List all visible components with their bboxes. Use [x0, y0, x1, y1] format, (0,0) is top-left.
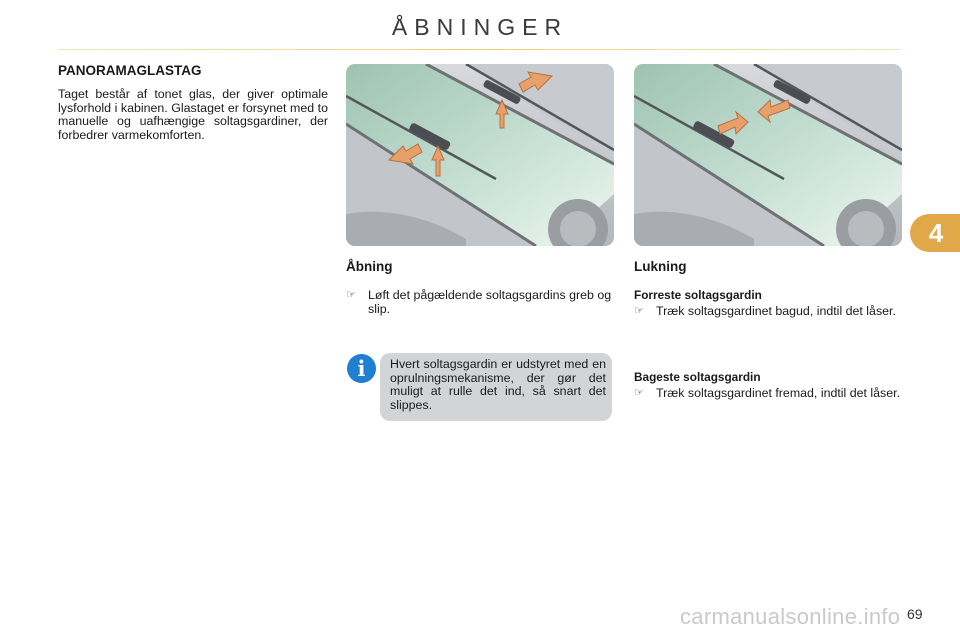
watermark: carmanualsonline.info — [680, 604, 901, 629]
sunroof-opening-illustration — [346, 64, 614, 246]
front-blind-instruction — [634, 305, 904, 319]
section-heading: PANORAMAGLASTAG — [58, 63, 202, 78]
closing-heading: Lukning — [634, 259, 687, 274]
page-number: 69 — [907, 606, 923, 622]
chapter-tab: 4 — [910, 214, 960, 252]
front-blind-instruction-text: Træk soltagsgardinet bagud, indtil det låser. — [656, 304, 896, 318]
pointing-hand-icon: ☞ — [634, 387, 644, 399]
opening-instruction — [346, 289, 616, 316]
front-blind-label: Forreste soltagsgardin — [634, 288, 762, 302]
sunroof-closing-illustration — [634, 64, 902, 246]
opening-instruction-text: Løft det pågældende soltagsgardins greb og slip. — [368, 288, 612, 316]
info-box — [380, 353, 612, 421]
page-title: ÅBNINGER — [391, 14, 569, 40]
rear-blind-label: Bageste soltagsgardin — [634, 370, 761, 384]
title-rule — [58, 49, 900, 50]
info-icon: i — [347, 354, 376, 383]
intro-paragraph: Taget består af tonet glas, der giver optimale lysforhold i kabinen. Glastaget er forsynet med to manuelle og uafhængige soltagsgardiner, der forbedrer varmekomforten. — [58, 87, 328, 142]
opening-heading: Åbning — [346, 259, 393, 274]
pointing-hand-icon: ☞ — [346, 289, 356, 301]
pointing-hand-icon: ☞ — [634, 305, 644, 317]
info-text: Hvert soltagsgardin er udstyret med en oprulningsmekanisme, der gør det muligt at rulle det ind, så snart det slippes. — [390, 357, 606, 412]
rear-blind-instruction-text: Træk soltagsgardinet fremad, indtil det låser. — [656, 386, 901, 400]
rear-blind-instruction — [634, 387, 904, 401]
